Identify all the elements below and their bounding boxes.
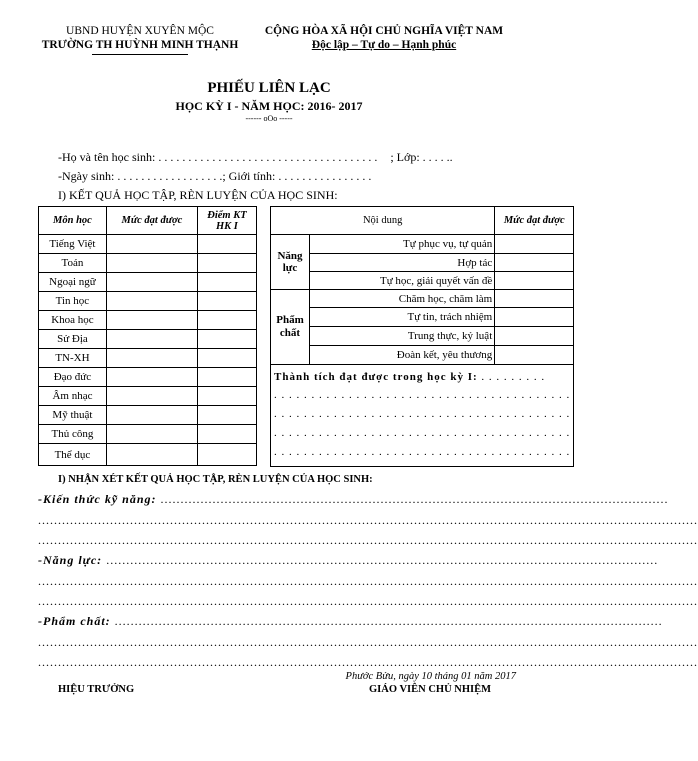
subjects-header-level: Mức đạt được (106, 207, 197, 235)
quality-item: Đoàn kết, yêu thương (310, 346, 495, 365)
quality-item: Trung thực, kỷ luật (310, 327, 495, 346)
class-label: ; Lớp: . . . . .. (390, 150, 453, 164)
achievement-dotted-line: . . . . . . . . . . . . . . . . . . . . . . . . . . . . . . . . . . . . . . . . (274, 408, 571, 420)
national-title: CỘNG HÒA XÃ HỘI CHỦ NGHĨA VIỆT NAM (264, 25, 504, 37)
subject-name: Ngoại ngữ (39, 273, 107, 292)
achievement-dotted-line: . . . . . . . . . . . . . . . . . . . . . . . . . . . . . . . . . . . . . . . . (274, 389, 571, 401)
comment-dotted-line: ..................................................................................................................................................................... (38, 635, 698, 649)
department-name: UBND HUYỆN XUYÊN MỘC (66, 25, 214, 37)
subject-name: Mỹ thuật (39, 406, 107, 425)
competency-item: Hợp tác (310, 254, 495, 272)
subject-score-cell[interactable] (197, 254, 256, 273)
competency-comment-label: -Năng lực: (38, 553, 103, 567)
subject-level-cell[interactable] (106, 330, 197, 349)
competency-level-cell[interactable] (495, 235, 574, 254)
subject-level-cell[interactable] (106, 349, 197, 368)
subject-level-cell[interactable] (106, 235, 197, 254)
subject-row (39, 311, 257, 330)
subject-level-cell[interactable] (106, 254, 197, 273)
national-motto: Độc lập – Tự do – Hạnh phúc (311, 39, 457, 51)
subject-row (39, 349, 257, 368)
dob-label: -Ngày sinh: . . . . . . . . . . . . . . . . . . (58, 169, 223, 183)
subject-name: Đạo đức (39, 368, 107, 387)
achievement-dotted-line: . . . . . . . . . . . . . . . . . . . . . . . . . . . . . . . . . . . . . . . . (274, 446, 571, 458)
comment-dotted-line: ..................................................................................................................................................................... (38, 533, 698, 547)
subject-level-cell[interactable] (106, 273, 197, 292)
subject-row (39, 425, 257, 444)
competency-item: Tự phục vụ, tự quản (310, 235, 495, 254)
achievement-dotted-line: . . . . . . . . . . . . . . . . . . . . . . . . . . . . . . . . . . . . . . . . (274, 427, 571, 439)
quality-comment-label: -Phẩm chất: (38, 614, 111, 628)
subject-name: Khoa học (39, 311, 107, 330)
subject-name: Tiếng Việt (39, 235, 107, 254)
achievement-box[interactable]: Thành tích đạt được trong học kỳ I: . . . . . . . . . . . . . . . . . . . . . . . . . . . . . . . . . . . . . . . . . . . . . . . . . . . . . . . . . . . . . . . . . . . . . . . . . . . . . . . . . . . . . . . . . . . . . . . . . . . . . . . . . . . . . . . . . . . . . . . . . . . . . . . . . . . . . . . . . . . . . . . . . . . . . . . . . . . . . . . . . . . . . . . . . (271, 365, 574, 467)
subject-score-cell[interactable] (197, 273, 256, 292)
subject-row (39, 387, 257, 406)
student-name-label: -Họ và tên học sinh: . . . . . . . . . . . . . . . . . . . . . . . . . . . . . . . . . . . . . (58, 150, 378, 164)
gender-label: ; Giới tính: . . . . . . . . . . . . . . . . (222, 169, 372, 183)
school-underline (92, 54, 188, 55)
competency-level-cell[interactable] (495, 272, 574, 290)
student-name-field[interactable] (58, 150, 453, 165)
subject-name: Tin học (39, 292, 107, 311)
subject-name: Thể dục (39, 444, 107, 466)
subject-score-cell[interactable] (197, 406, 256, 425)
subject-score-cell[interactable] (197, 425, 256, 444)
quality-item: Tự tin, trách nhiệm (310, 308, 495, 327)
subject-name: Thủ công (39, 425, 107, 444)
knowledge-label: -Kiến thức kỹ năng: (38, 492, 157, 506)
competency-level-cell[interactable] (495, 254, 574, 272)
section1-title: I) KẾT QUẢ HỌC TẬP, RÈN LUYỆN CỦA HỌC SINH: (58, 188, 338, 202)
school-name: TRƯỜNG TH HUỲNH MINH THẠNH (41, 39, 239, 51)
quality-item: Chăm học, chăm làm (310, 290, 495, 308)
comment-dotted-line: ..................................................................................................................................................................... (38, 594, 698, 608)
subject-score-cell[interactable] (197, 311, 256, 330)
subject-row (39, 292, 257, 311)
page-subtitle: HỌC KỲ I - NĂM HỌC: 2016- 2017 (175, 99, 363, 113)
subjects-table (38, 206, 257, 466)
subject-level-cell[interactable] (106, 311, 197, 330)
subject-row (39, 368, 257, 387)
ornament: ------ oOo ----- (245, 114, 293, 123)
subject-level-cell[interactable] (106, 406, 197, 425)
subject-row (39, 444, 257, 466)
subject-level-cell[interactable] (106, 292, 197, 311)
subject-name: Toán (39, 254, 107, 273)
principal-label: HIỆU TRƯỞNG (58, 684, 135, 695)
subject-score-cell[interactable] (197, 349, 256, 368)
subject-level-cell[interactable] (106, 368, 197, 387)
comment-dotted-line: ..................................................................................................................................................................... (38, 655, 698, 669)
achievement-label: Thành tích đạt được trong học kỳ I: (274, 371, 478, 383)
section2-title: I) NHẬN XÉT KẾT QUẢ HỌC TẬP, RÈN LUYỆN CỦA HỌC SINH: (58, 474, 373, 485)
subject-level-cell[interactable] (106, 387, 197, 406)
subject-row (39, 406, 257, 425)
quality-level-cell[interactable] (495, 290, 574, 308)
competency-header-content: Nội dung (271, 207, 495, 235)
quality-level-cell[interactable] (495, 308, 574, 327)
quality-group-label: Phẩm chất (271, 290, 310, 365)
competency-group-label: Năng lực (271, 235, 310, 290)
subject-score-cell[interactable] (197, 368, 256, 387)
subject-name: Âm nhạc (39, 387, 107, 406)
subject-level-cell[interactable] (106, 444, 197, 466)
date-line: Phước Bửu, ngày 10 tháng 01 năm 2017 (345, 671, 516, 682)
subject-score-cell[interactable] (197, 387, 256, 406)
subjects-header-score: Điểm KT HK I (197, 207, 256, 235)
subject-row (39, 330, 257, 349)
subject-score-cell[interactable] (197, 444, 256, 466)
competency-item: Tự học, giải quyết vấn đề (310, 272, 495, 290)
student-dob-field[interactable] (58, 169, 371, 184)
quality-level-cell[interactable] (495, 327, 574, 346)
subject-score-cell[interactable] (197, 330, 256, 349)
subject-row (39, 273, 257, 292)
subject-level-cell[interactable] (106, 425, 197, 444)
quality-level-cell[interactable] (495, 346, 574, 365)
competency-header-level: Mức đạt được (495, 207, 574, 235)
comments-block[interactable]: -Kiến thức kỹ năng: ............................................................................................................................... ..................................................................................................................................................................... ..................................................................................................................................................................... -Năng lực: .......................................................................................................................................... ..................................................................................................................................................................... ..................................................................................................................................................................... -Phẩm chất: ......................................................................................................................................... ..................................................................................................................................................................... ..................................................................................................................................................................... (38, 492, 516, 675)
subject-row (39, 254, 257, 273)
subject-score-cell[interactable] (197, 292, 256, 311)
subject-score-cell[interactable] (197, 235, 256, 254)
subject-name: Sử Địa (39, 330, 107, 349)
teacher-label: GIÁO VIÊN CHỦ NHIỆM (369, 684, 492, 695)
subject-row (39, 235, 257, 254)
subject-name: TN-XH (39, 349, 107, 368)
comment-dotted-line: ..................................................................................................................................................................... (38, 513, 698, 527)
subjects-header-subject: Môn học (39, 207, 107, 235)
competency-table (270, 206, 574, 467)
comment-dotted-line: ..................................................................................................................................................................... (38, 574, 698, 588)
page-title: PHIẾU LIÊN LẠC (207, 80, 331, 96)
